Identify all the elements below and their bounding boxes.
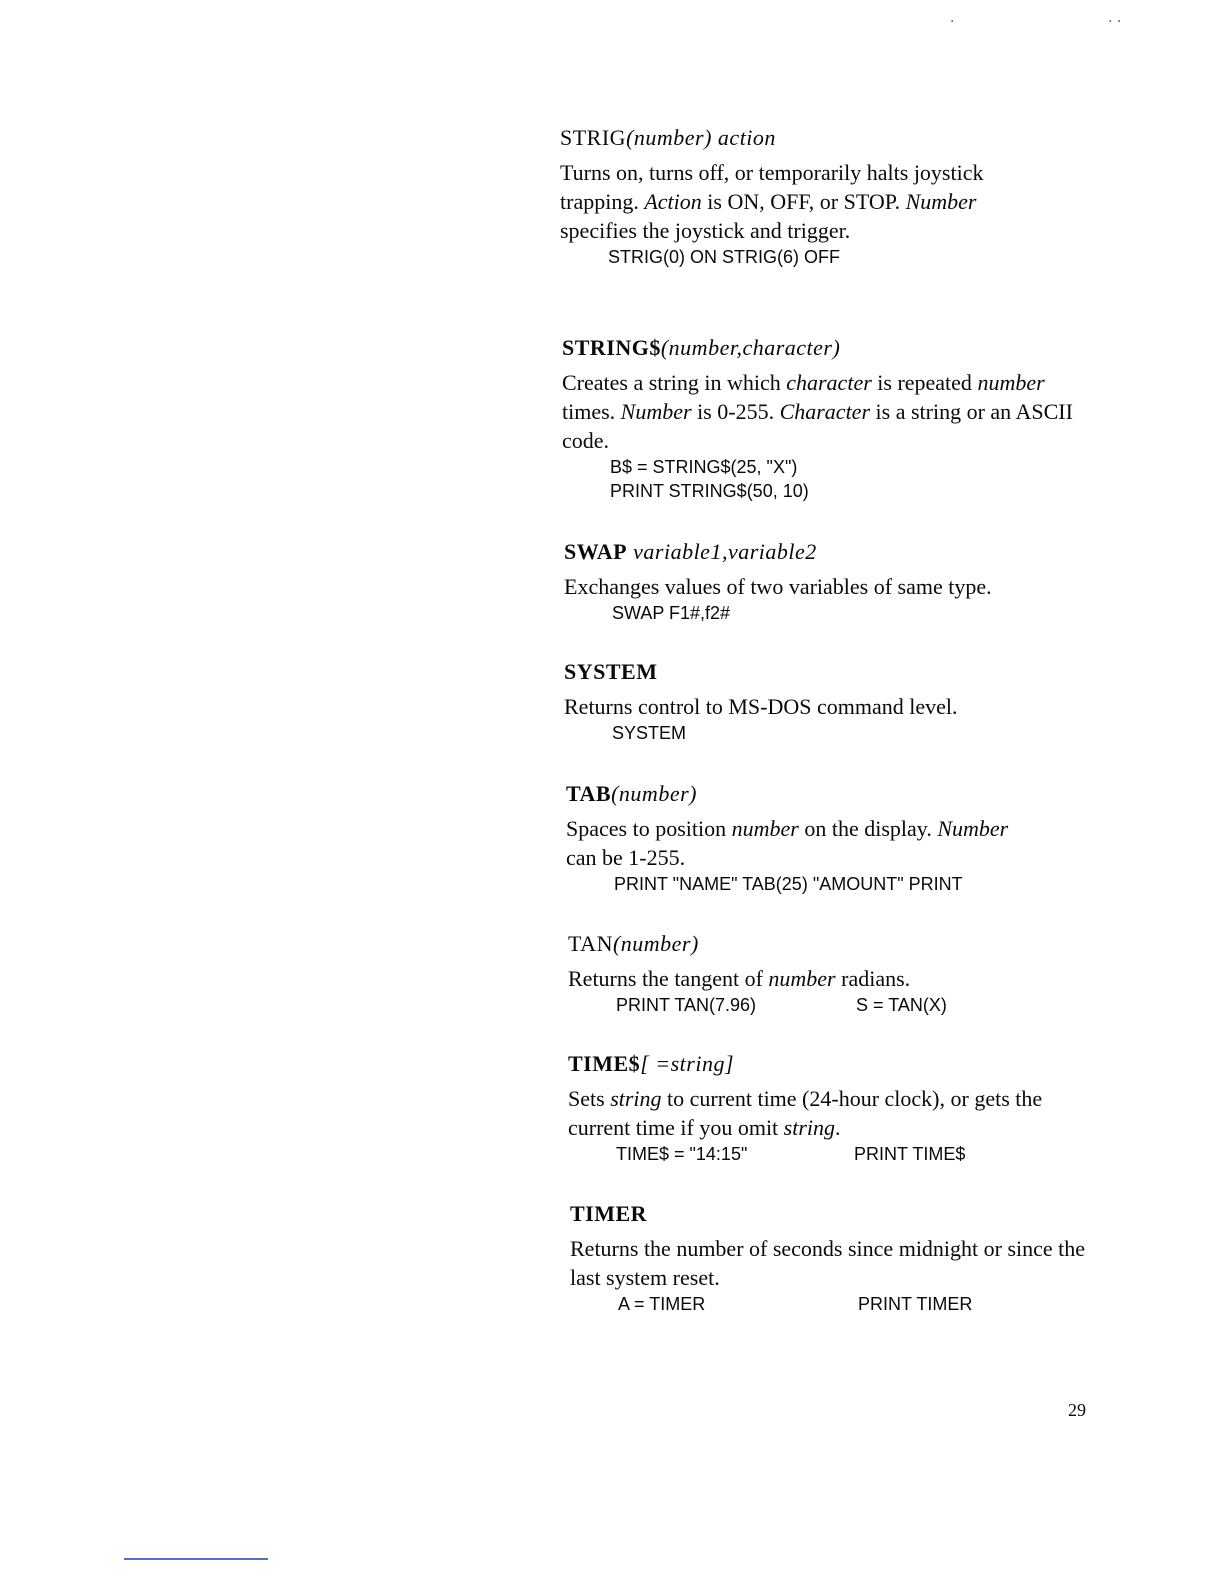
entry-heading xyxy=(562,334,1102,362)
entry-tan xyxy=(568,930,1108,1017)
entry-string xyxy=(562,334,1102,503)
code-example: PRINT "NAME" TAB(25) "AMOUNT" PRINT xyxy=(614,874,963,894)
entry-description: Exchanges values of two variables of same type. xyxy=(564,574,992,599)
entry-heading xyxy=(570,1200,1110,1228)
code-example: STRIG(0) ON STRIG(6) OFF xyxy=(608,247,840,267)
entry-heading xyxy=(566,780,1106,808)
entry-description: Returns the tangent of number radians. xyxy=(568,966,911,991)
entry-system xyxy=(564,658,1104,745)
keyword: STRIG xyxy=(560,125,627,150)
keyword-args: (number) xyxy=(612,931,699,956)
page-number: 29 xyxy=(1068,1400,1086,1420)
entry-description: Returns control to MS-DOS command level. xyxy=(564,694,958,719)
scan-speck: · xyxy=(950,14,955,30)
keyword: TIMER xyxy=(570,1201,648,1226)
entry-heading xyxy=(568,1050,1108,1078)
keyword-args: variable1,variable2 xyxy=(627,539,817,564)
keyword-args: [ =string] xyxy=(640,1051,735,1076)
code-example: SYSTEM xyxy=(612,723,687,743)
entry-strig xyxy=(560,124,1100,269)
code-example: A = TIMER PRINT TIMER xyxy=(618,1294,973,1314)
code-example: TIME$ = "14:15" PRINT TIME$ xyxy=(616,1144,966,1164)
entry-description: Turns on, turns off, or temporarily halts joystick trapping. Action is ON, OFF, or STOP. Number specifies the joystick and trigger. xyxy=(560,160,984,243)
entry-heading xyxy=(564,658,1104,686)
code-example: B$ = STRING$(25, "X") xyxy=(610,457,798,477)
entry-heading xyxy=(560,124,1100,152)
code-example: SWAP F1#,f2# xyxy=(612,603,731,623)
entry-description: Creates a string in which character is repeated number times. Number is 0-255. Character is a string or an ASCII code. xyxy=(562,370,1073,453)
keyword: TIME$ xyxy=(568,1051,641,1076)
scan-speck: · · xyxy=(1108,14,1122,30)
footer-rule xyxy=(124,1558,268,1560)
entry-description: Returns the number of seconds since midnight or since the last system reset. xyxy=(570,1236,1086,1290)
entry-heading xyxy=(564,538,1104,566)
keyword: TAB xyxy=(566,781,612,806)
keyword: STRING$ xyxy=(562,335,661,360)
keyword-args: (number) xyxy=(611,781,697,806)
code-example: PRINT TAN(7.96) S = TAN(X) xyxy=(616,995,947,1015)
keyword: SYSTEM xyxy=(564,659,658,684)
entry-time xyxy=(568,1050,1108,1166)
keyword-args: (number) action xyxy=(626,125,776,150)
entry-heading xyxy=(568,930,1108,958)
code-example: PRINT STRING$(50, 10) xyxy=(610,481,809,501)
keyword: TAN xyxy=(568,931,613,956)
entry-description: Spaces to position number on the display. Number can be 1-255. xyxy=(566,816,1009,870)
keyword: SWAP xyxy=(564,539,628,564)
entry-description: Sets string to current time (24-hour clock), or gets the current time if you omit string. xyxy=(568,1086,1043,1140)
keyword-args: (number,character) xyxy=(660,335,841,360)
entry-timer xyxy=(570,1200,1110,1316)
entry-swap xyxy=(564,538,1104,625)
entry-tab xyxy=(566,780,1106,896)
